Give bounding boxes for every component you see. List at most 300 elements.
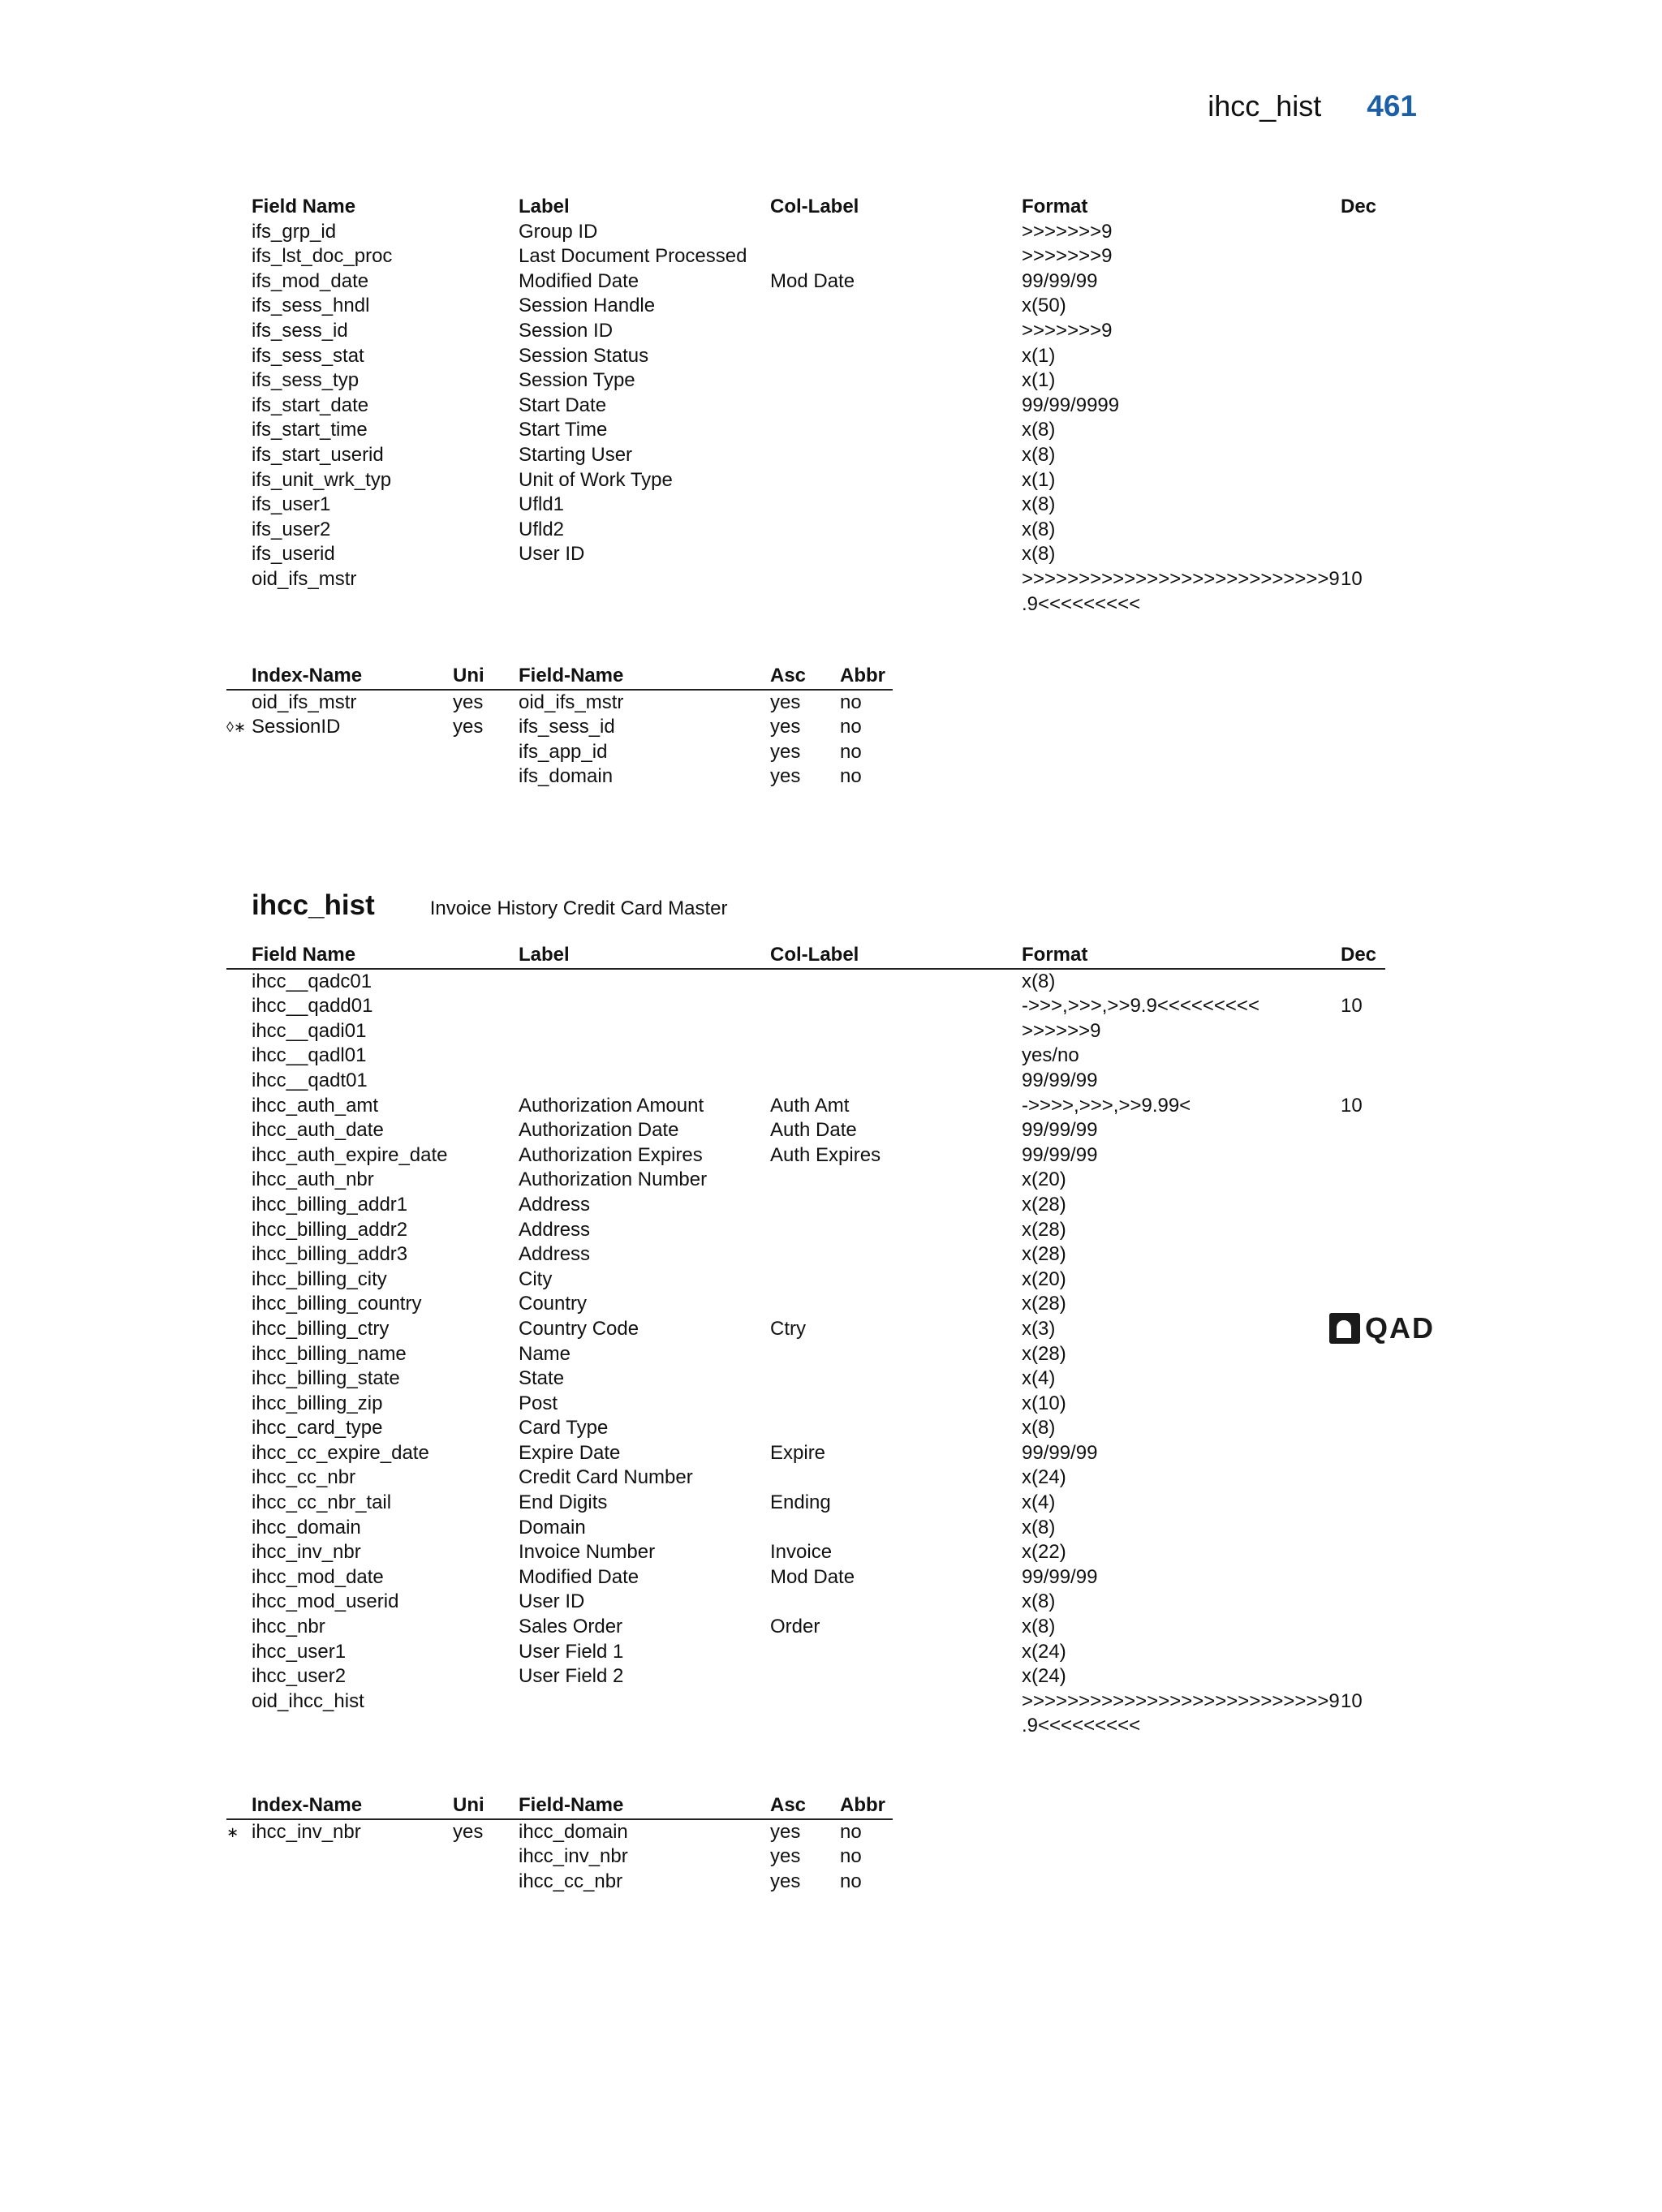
index-field-cell: ifs_app_id [519, 740, 608, 763]
index-name-cell [252, 1844, 453, 1870]
field-name-cell: ifs_sess_stat [252, 344, 364, 367]
table-row [226, 542, 1385, 567]
row-marker [226, 368, 252, 394]
field-name-cell: ihcc_cc_nbr_tail [252, 1491, 392, 1514]
format-cell [1022, 542, 1341, 567]
index-field-cell: ifs_domain [519, 765, 614, 788]
row-marker [226, 1416, 252, 1441]
format-text: 99/99/99 [1022, 1441, 1098, 1464]
col-label-cell [770, 344, 1022, 369]
dec-cell [1341, 1168, 1385, 1193]
format-text: ->>>,>>>,>>9.9<<<<<<<<< [1022, 995, 1259, 1018]
index-marker [226, 1844, 252, 1870]
row-marker [226, 1664, 252, 1689]
col-label-cell [770, 567, 1022, 617]
format-cell [1022, 220, 1341, 245]
table-row [226, 1416, 1385, 1441]
table-row [226, 418, 1385, 443]
format-text: x(8) [1022, 1616, 1056, 1638]
format-text: yes/no [1022, 1044, 1079, 1067]
label-cell: Start Date [519, 394, 607, 416]
dec-cell [1341, 294, 1385, 319]
format-cell [1022, 1465, 1341, 1491]
dec-cell [1341, 1143, 1385, 1168]
table-row [226, 1441, 1385, 1466]
index-name-cell: ihcc_inv_nbr [252, 1820, 361, 1843]
dec-cell [1341, 542, 1385, 567]
label-cell: State [519, 1367, 565, 1390]
col-field-name: Field Name [252, 943, 519, 969]
col-field-name: Field Name [252, 196, 356, 217]
col-label-cell [770, 1292, 1022, 1317]
format-cell [1022, 1540, 1341, 1565]
dec-cell [1341, 269, 1385, 295]
index-table-header [226, 1793, 893, 1819]
col-label-cell [770, 1019, 1022, 1044]
label-cell: Session Status [519, 344, 649, 367]
format-text: x(20) [1022, 1168, 1066, 1191]
format-cell [1022, 1292, 1341, 1317]
table-row [226, 1590, 1385, 1615]
index-marker: ∗ [226, 1823, 239, 1840]
label-cell: Invoice Number [519, 1541, 656, 1564]
format-cell [1022, 969, 1341, 995]
col-label-cell: Ending [770, 1491, 831, 1514]
col-abbr: Abbr [840, 1793, 893, 1819]
dec-cell: 10 [1341, 1689, 1363, 1712]
col-label-cell [770, 394, 1022, 419]
page-number: 461 [1367, 89, 1417, 123]
section-table-name: ihcc_hist [252, 889, 375, 921]
row-marker [226, 567, 252, 617]
dec-cell [1341, 468, 1385, 493]
field-name-cell: ihcc_user2 [252, 1665, 347, 1688]
dec-cell [1341, 1664, 1385, 1689]
section-title [252, 889, 728, 922]
format-text: x(1) [1022, 468, 1056, 491]
label-cell: End Digits [519, 1491, 608, 1514]
format-text: x(10) [1022, 1392, 1066, 1414]
label-cell: Credit Card Number [519, 1466, 693, 1489]
format-cell [1022, 1143, 1341, 1168]
format-cell [1022, 319, 1341, 344]
format-cell [1022, 1516, 1341, 1541]
format-text: x(4) [1022, 1367, 1056, 1390]
dec-cell [1341, 518, 1385, 543]
dec-cell [1341, 493, 1385, 518]
format-text: x(28) [1022, 1243, 1066, 1266]
col-col-label: Col-Label [770, 196, 859, 217]
dec-cell [1341, 1392, 1385, 1417]
format-text: 99/99/99 [1022, 1143, 1098, 1166]
row-marker [226, 220, 252, 245]
field-name-cell: oid_ifs_mstr [252, 567, 357, 590]
col-label-cell [770, 368, 1022, 394]
format-text: 99/99/99 [1022, 1565, 1098, 1588]
table-row [226, 994, 1385, 1019]
dec-cell [1341, 1590, 1385, 1615]
col-label-cell [770, 1465, 1022, 1491]
dec-cell [1341, 1267, 1385, 1293]
label-cell: Session ID [519, 319, 614, 342]
row-marker [226, 1640, 252, 1665]
label-cell: Unit of Work Type [519, 468, 673, 491]
label-cell: Sales Order [519, 1616, 623, 1638]
table-row [226, 1689, 1385, 1739]
format-text: x(8) [1022, 970, 1056, 992]
field-name-cell: ifs_sess_typ [252, 369, 360, 392]
format-cell [1022, 294, 1341, 319]
dec-cell [1341, 1044, 1385, 1069]
uni-cell [453, 1870, 519, 1895]
dec-cell [1341, 394, 1385, 419]
col-label-cell [770, 244, 1022, 269]
row-marker [226, 1044, 252, 1069]
dec-cell [1341, 1416, 1385, 1441]
format-cell [1022, 1069, 1341, 1094]
table-row [226, 1640, 1385, 1665]
table-row [226, 1465, 1385, 1491]
row-marker [226, 542, 252, 567]
col-label-cell [770, 1590, 1022, 1615]
format-text: x(1) [1022, 369, 1056, 392]
table-row [226, 1242, 1385, 1267]
dec-cell [1341, 443, 1385, 468]
row-marker [226, 294, 252, 319]
format-cell [1022, 1019, 1341, 1044]
col-label-cell: Ctry [770, 1317, 806, 1340]
row-marker [226, 1366, 252, 1392]
format-cell [1022, 1689, 1341, 1739]
label-cell: Domain [519, 1516, 586, 1539]
dec-cell [1341, 1565, 1385, 1590]
format-text: x(28) [1022, 1342, 1066, 1365]
format-text: x(8) [1022, 419, 1056, 441]
row-marker [226, 1168, 252, 1193]
section-description: Invoice History Credit Card Master [429, 897, 728, 919]
format-text: 99/99/9999 [1022, 394, 1120, 416]
dec-cell [1341, 969, 1385, 995]
format-cell [1022, 368, 1341, 394]
format-text: x(4) [1022, 1491, 1056, 1514]
abbr-cell: no [840, 1870, 862, 1892]
field-name-cell: ifs_start_userid [252, 443, 384, 466]
index-field-cell: ihcc_domain [519, 1820, 628, 1843]
field-name-cell: ihcc_billing_addr3 [252, 1243, 408, 1266]
format-text: >>>>>>>9 [1022, 245, 1113, 268]
table-row [226, 518, 1385, 543]
table-row [226, 740, 893, 765]
dec-cell [1341, 1193, 1385, 1218]
label-cell: Session Handle [519, 295, 656, 317]
label-cell: Ufld1 [519, 493, 565, 516]
table-row [226, 1292, 1385, 1317]
abbr-cell: no [840, 691, 862, 713]
table-row [226, 1218, 1385, 1243]
col-label-cell: Auth Expires [770, 1143, 881, 1166]
col-label-cell [770, 1044, 1022, 1069]
table-row [226, 394, 1385, 419]
col-format: Format [1022, 943, 1341, 969]
dec-cell: 10 [1341, 995, 1363, 1018]
label-cell [519, 1019, 770, 1044]
col-label-cell [770, 493, 1022, 518]
row-marker [226, 1317, 252, 1342]
row-marker [226, 1516, 252, 1541]
label-cell: Card Type [519, 1417, 609, 1440]
label-cell: User ID [519, 543, 585, 566]
dec-cell [1341, 220, 1385, 245]
format-cell [1022, 418, 1341, 443]
format-cell [1022, 1267, 1341, 1293]
field-name-cell: ihcc__qadi01 [252, 1019, 367, 1042]
abbr-cell: no [840, 740, 862, 763]
format-text: >>>>>>>>>>>>>>>>>>>>>>>>>>>9 [1022, 567, 1340, 590]
col-label-cell [770, 1267, 1022, 1293]
field-name-cell: ifs_sess_id [252, 319, 348, 342]
row-marker [226, 1465, 252, 1491]
col-label-cell: Mod Date [770, 269, 855, 292]
index-marker [226, 690, 252, 716]
asc-cell: yes [770, 716, 801, 738]
index-marker [226, 740, 252, 765]
format-cell [1022, 518, 1341, 543]
col-label-cell [770, 542, 1022, 567]
dec-cell [1341, 1465, 1385, 1491]
abbr-cell: no [840, 716, 862, 738]
label-cell: Start Time [519, 419, 608, 441]
format-text: x(8) [1022, 493, 1056, 516]
table-row [226, 269, 1385, 295]
dec-cell [1341, 418, 1385, 443]
col-label-cell [770, 1640, 1022, 1665]
table-row [226, 1366, 1385, 1392]
uni-cell [453, 1844, 519, 1870]
field-name-cell: ihcc_mod_userid [252, 1590, 399, 1613]
field-name-cell: ifs_grp_id [252, 220, 337, 243]
table-row [226, 1019, 1385, 1044]
index-marker [226, 764, 252, 790]
table-row [226, 1392, 1385, 1417]
col-label-cell [770, 294, 1022, 319]
format-text-continued: .9<<<<<<<<< [1022, 592, 1141, 615]
format-text: x(28) [1022, 1293, 1066, 1315]
table-row [226, 764, 893, 790]
format-cell [1022, 1366, 1341, 1392]
col-uni: Uni [453, 1793, 519, 1819]
field-name-cell: ihcc_billing_country [252, 1293, 422, 1315]
field-name-cell: ifs_sess_hndl [252, 295, 370, 317]
uni-cell: yes [453, 691, 484, 713]
row-marker [226, 1615, 252, 1640]
label-cell: City [519, 1267, 553, 1290]
uni-cell [453, 764, 519, 790]
field-name-cell: ifs_userid [252, 543, 335, 566]
row-marker [226, 319, 252, 344]
asc-cell: yes [770, 1870, 801, 1892]
col-label: Label [519, 196, 570, 217]
format-cell [1022, 567, 1341, 617]
field-name-cell: ifs_start_time [252, 419, 368, 441]
format-cell [1022, 1615, 1341, 1640]
table-row [226, 567, 1385, 617]
table-row [226, 1168, 1385, 1193]
col-label-cell: Mod Date [770, 1565, 855, 1588]
format-cell [1022, 1044, 1341, 1069]
format-text: x(8) [1022, 1417, 1056, 1440]
col-label-cell [770, 1193, 1022, 1218]
col-label-cell [770, 443, 1022, 468]
page-header [1208, 89, 1417, 123]
format-cell [1022, 1094, 1341, 1119]
col-label-cell: Auth Amt [770, 1094, 850, 1117]
field-name-cell: oid_ihcc_hist [252, 1689, 364, 1712]
table-row [226, 969, 1385, 995]
format-cell [1022, 493, 1341, 518]
label-cell [519, 1069, 770, 1094]
field-name-cell: ifs_user2 [252, 518, 331, 540]
label-cell: User Field 1 [519, 1640, 624, 1663]
abbr-cell: no [840, 1820, 862, 1843]
dec-cell: 10 [1341, 567, 1363, 590]
format-cell [1022, 1193, 1341, 1218]
table-row [226, 715, 893, 740]
table-row [226, 1844, 893, 1870]
format-cell [1022, 1590, 1341, 1615]
col-label-cell: Order [770, 1616, 820, 1638]
field-name-cell: ihcc_mod_date [252, 1565, 384, 1588]
label-cell: Post [519, 1392, 558, 1414]
table-row [226, 1342, 1385, 1367]
col-field-name: Field-Name [519, 664, 770, 690]
index-marker: ◊∗ [226, 719, 246, 736]
index-table-ihcc-hist [226, 1793, 893, 1894]
label-cell [519, 1689, 770, 1739]
col-label-cell [770, 1342, 1022, 1367]
format-text: x(22) [1022, 1541, 1066, 1564]
row-marker [226, 1689, 252, 1739]
field-name-cell: ihcc_inv_nbr [252, 1541, 361, 1564]
format-text: >>>>>>9 [1022, 1019, 1101, 1042]
format-cell [1022, 443, 1341, 468]
format-cell [1022, 1342, 1341, 1367]
format-text: x(8) [1022, 1516, 1056, 1539]
format-cell [1022, 394, 1341, 419]
format-text: 99/99/99 [1022, 1069, 1098, 1091]
field-name-cell: ihcc_domain [252, 1516, 361, 1539]
table-row [226, 368, 1385, 394]
dec-cell [1341, 1516, 1385, 1541]
format-cell [1022, 1565, 1341, 1590]
asc-cell: yes [770, 1820, 801, 1843]
dec-cell [1341, 1019, 1385, 1044]
field-name-cell: ihcc_auth_nbr [252, 1168, 374, 1191]
index-field-cell: ihcc_cc_nbr [519, 1870, 623, 1892]
field-name-cell: ifs_mod_date [252, 269, 369, 292]
col-label-cell [770, 1416, 1022, 1441]
col-label-cell [770, 319, 1022, 344]
field-table-header [226, 943, 1385, 969]
asc-cell: yes [770, 740, 801, 763]
label-cell: Authorization Amount [519, 1094, 704, 1117]
format-text: x(1) [1022, 344, 1056, 367]
col-field-name: Field-Name [519, 1793, 770, 1819]
format-cell [1022, 1441, 1341, 1466]
field-name-cell: ihcc_billing_ctry [252, 1317, 390, 1340]
format-text: x(24) [1022, 1665, 1066, 1688]
format-text: x(8) [1022, 443, 1056, 466]
table-row [226, 1118, 1385, 1143]
label-cell: Group ID [519, 220, 598, 243]
format-cell [1022, 1118, 1341, 1143]
row-marker [226, 1565, 252, 1590]
field-name-cell: ihcc_auth_amt [252, 1094, 379, 1117]
format-text: x(8) [1022, 1590, 1056, 1613]
row-marker [226, 1069, 252, 1094]
format-text: x(3) [1022, 1317, 1056, 1340]
field-name-cell: ihcc_billing_city [252, 1267, 387, 1290]
label-cell: Address [519, 1218, 591, 1241]
header-table-name: ihcc_hist [1208, 89, 1322, 123]
table-row [226, 1267, 1385, 1293]
row-marker [226, 269, 252, 295]
format-cell [1022, 344, 1341, 369]
field-table-header [226, 195, 1385, 220]
field-name-cell: ihcc_nbr [252, 1616, 325, 1638]
row-marker [226, 344, 252, 369]
label-cell: Last Document Processed [519, 245, 747, 268]
label-cell: Country Code [519, 1317, 639, 1340]
uni-cell [453, 740, 519, 765]
row-marker [226, 1242, 252, 1267]
row-marker [226, 1491, 252, 1516]
row-marker [226, 1292, 252, 1317]
uni-cell: yes [453, 1820, 484, 1843]
field-name-cell: ihcc_billing_zip [252, 1392, 383, 1414]
table-row [226, 1069, 1385, 1094]
dec-cell [1341, 344, 1385, 369]
dec-cell [1341, 1441, 1385, 1466]
row-marker [226, 1342, 252, 1367]
field-name-cell: ifs_start_date [252, 394, 369, 416]
col-label-cell [770, 1689, 1022, 1739]
dec-cell [1341, 1540, 1385, 1565]
dec-cell [1341, 1615, 1385, 1640]
format-text: >>>>>>>9 [1022, 220, 1113, 243]
col-label-cell [770, 468, 1022, 493]
index-name-cell [252, 740, 453, 765]
marker-column [226, 943, 252, 969]
label-cell: Session Type [519, 369, 635, 392]
dec-cell [1341, 368, 1385, 394]
table-row [226, 1819, 893, 1845]
label-cell: User ID [519, 1590, 585, 1613]
table-row [226, 1540, 1385, 1565]
dec-cell: 10 [1341, 1094, 1363, 1117]
table-row [226, 1317, 1385, 1342]
field-name-cell: ihcc_card_type [252, 1417, 383, 1440]
table-row [226, 294, 1385, 319]
format-cell [1022, 1218, 1341, 1243]
col-label-cell [770, 1168, 1022, 1193]
col-asc: Asc [770, 664, 840, 690]
row-marker [226, 1441, 252, 1466]
label-cell [519, 567, 770, 617]
asc-cell: yes [770, 765, 801, 788]
row-marker [226, 1019, 252, 1044]
col-label-cell [770, 1664, 1022, 1689]
format-cell [1022, 1392, 1341, 1417]
